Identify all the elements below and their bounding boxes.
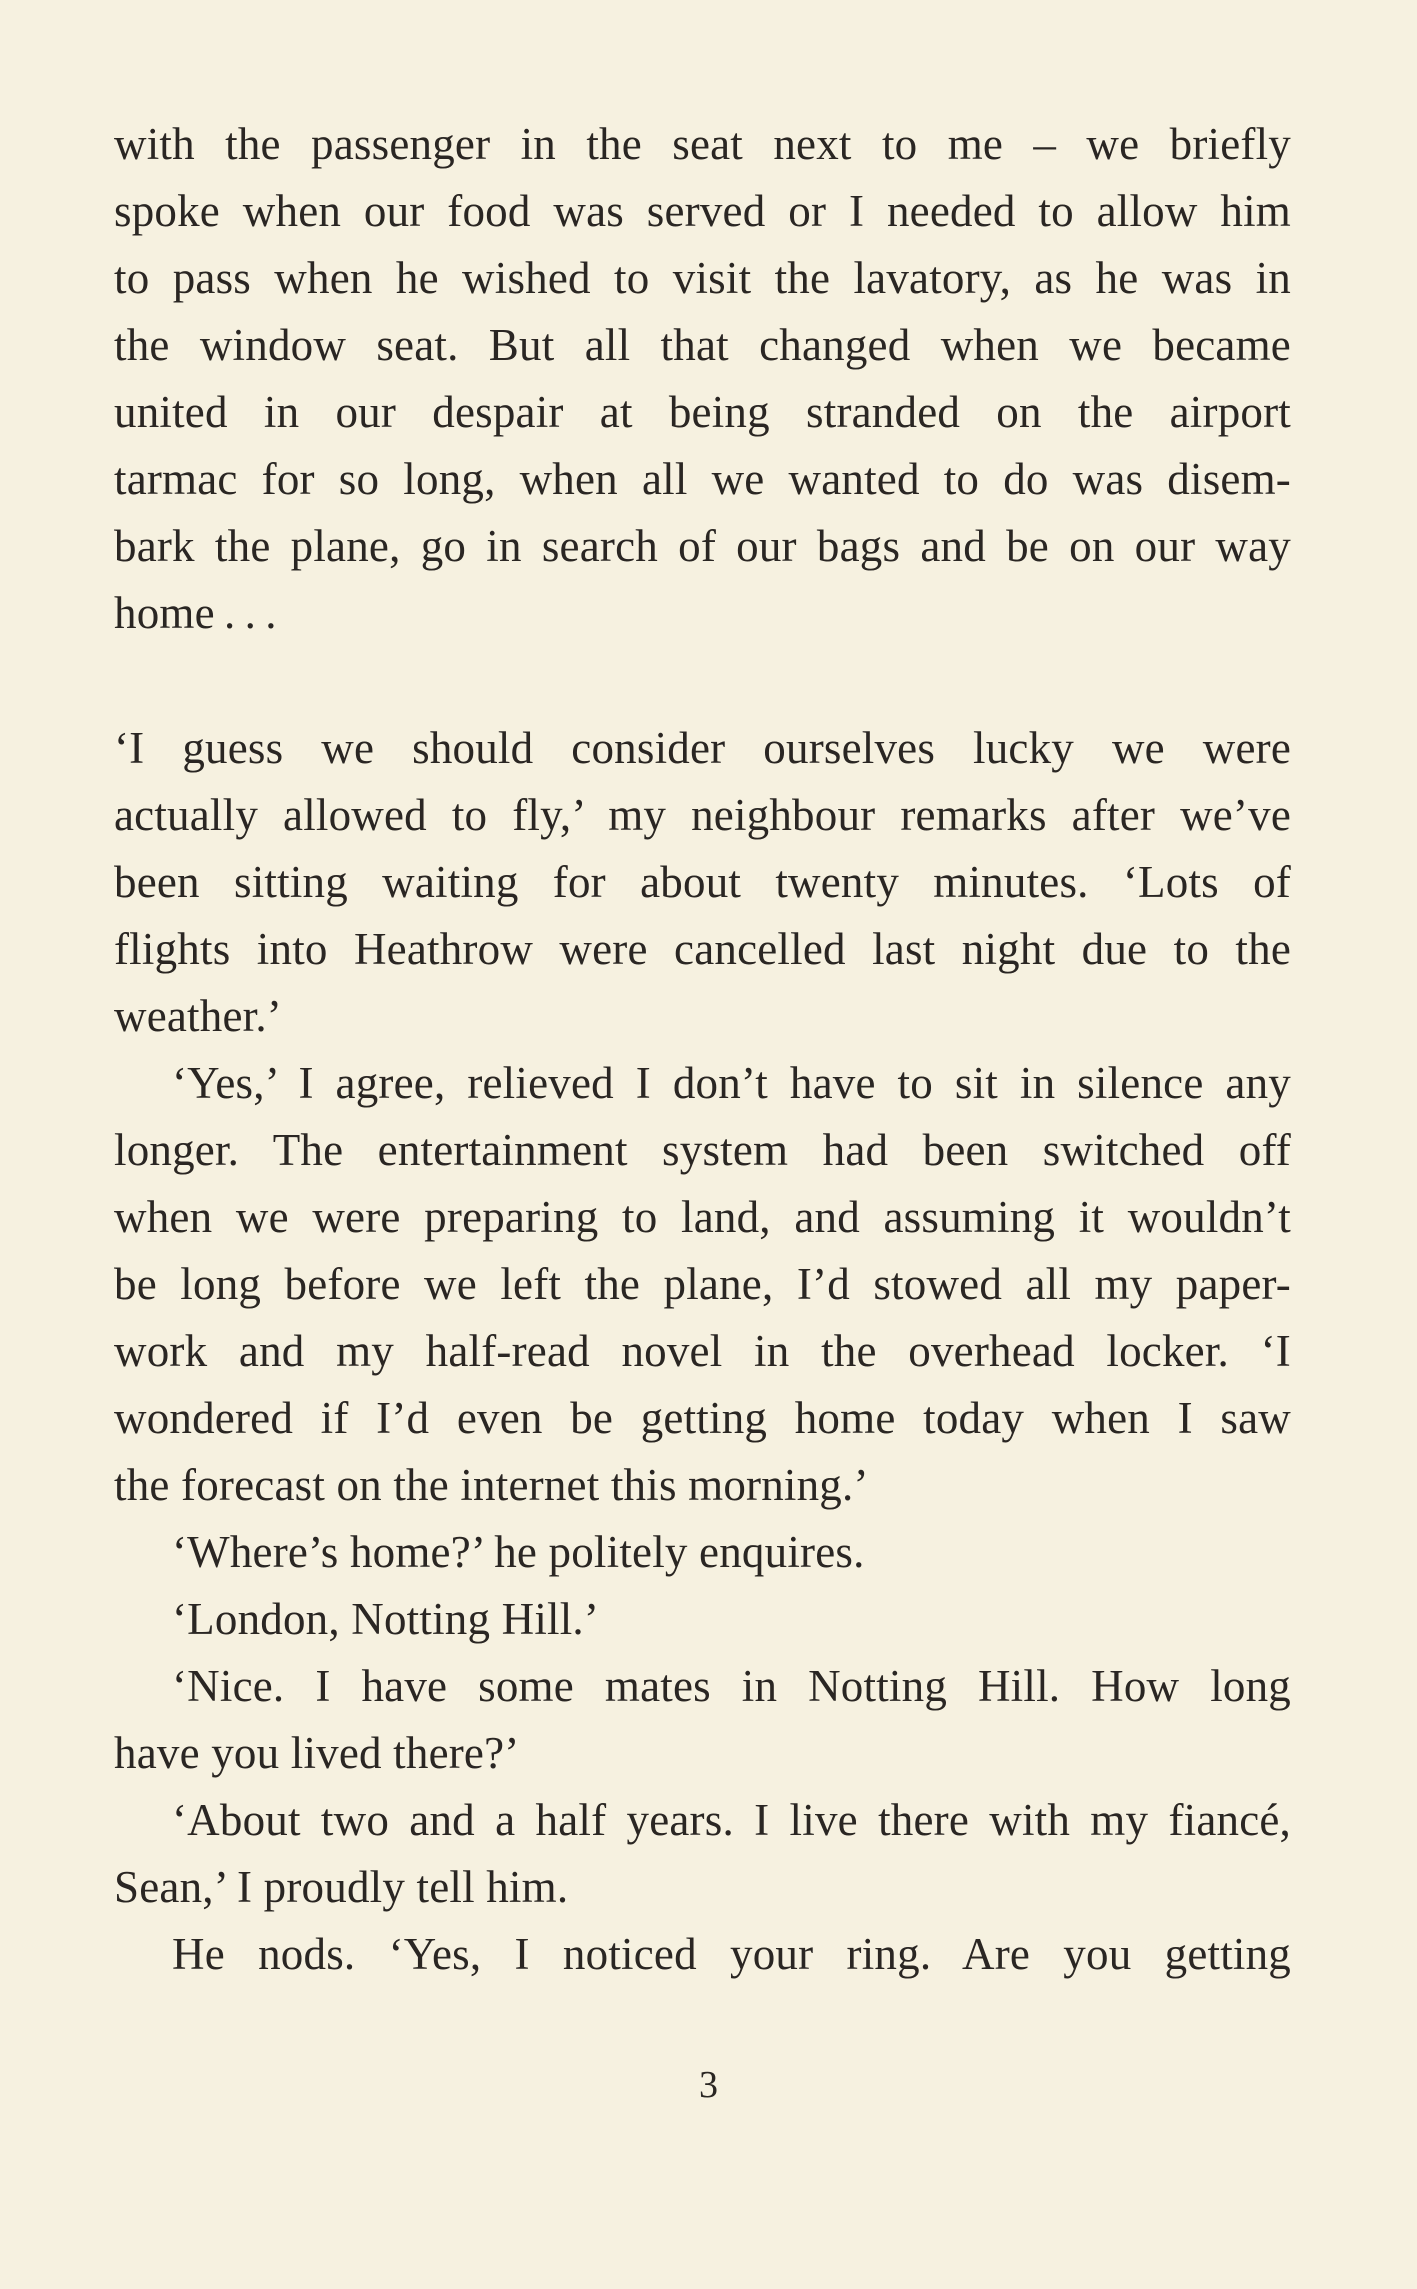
text-line: ‘I guess we should consider ourselves lucky we were [114, 723, 1291, 773]
text-line: actually allowed to fly,’ my neighbour remarks after we’ve [114, 790, 1291, 840]
text-line: work and my half-read novel in the overhead locker. ‘I [114, 1326, 1291, 1376]
text-line: spoke when our food was served or I needed to allow him [114, 186, 1291, 236]
text-line: with the passenger in the seat next to me – we briefly [114, 119, 1291, 169]
text-line: when we were preparing to land, and assuming it wouldn’t [114, 1192, 1291, 1242]
text-line: ‘Where’s home?’ he politely enquires. [172, 1527, 865, 1577]
text-line: united in our despair at being stranded on the airport [114, 387, 1291, 437]
text-line: Sean,’ I proudly tell him. [114, 1862, 569, 1912]
text-line: be long before we left the plane, I’d stowed all my paper- [114, 1259, 1291, 1309]
text-line: tarmac for so long, when all we wanted to do was disem- [114, 454, 1291, 504]
text-line: ‘London, Notting Hill.’ [172, 1594, 600, 1644]
text-line: to pass when he wished to visit the lavatory, as he was in [114, 253, 1291, 303]
text-line: the forecast on the internet this morning.’ [114, 1460, 869, 1510]
text-line: longer. The entertainment system had been switched off [114, 1125, 1291, 1175]
text-line: home . . . [114, 588, 277, 638]
text-line: flights into Heathrow were cancelled last night due to the [114, 924, 1291, 974]
text-line: weather.’ [114, 991, 282, 1041]
text-line: He nods. ‘Yes, I noticed your ring. Are you getting [172, 1929, 1291, 1979]
text-line: wondered if I’d even be getting home today when I saw [114, 1393, 1291, 1443]
text-line: bark the plane, go in search of our bags and be on our way [114, 521, 1291, 571]
text-line: ‘About two and a half years. I live there with my fiancé, [172, 1795, 1291, 1845]
page-number: 3 [699, 2064, 718, 2106]
text-line: ‘Nice. I have some mates in Notting Hill. How long [172, 1661, 1291, 1711]
text-line: the window seat. But all that changed when we became [114, 320, 1291, 370]
text-line: have you lived there?’ [114, 1728, 520, 1778]
text-line: ‘Yes,’ I agree, relieved I don’t have to sit in silence any [172, 1058, 1291, 1108]
text-line: been sitting waiting for about twenty minutes. ‘Lots of [114, 857, 1291, 907]
